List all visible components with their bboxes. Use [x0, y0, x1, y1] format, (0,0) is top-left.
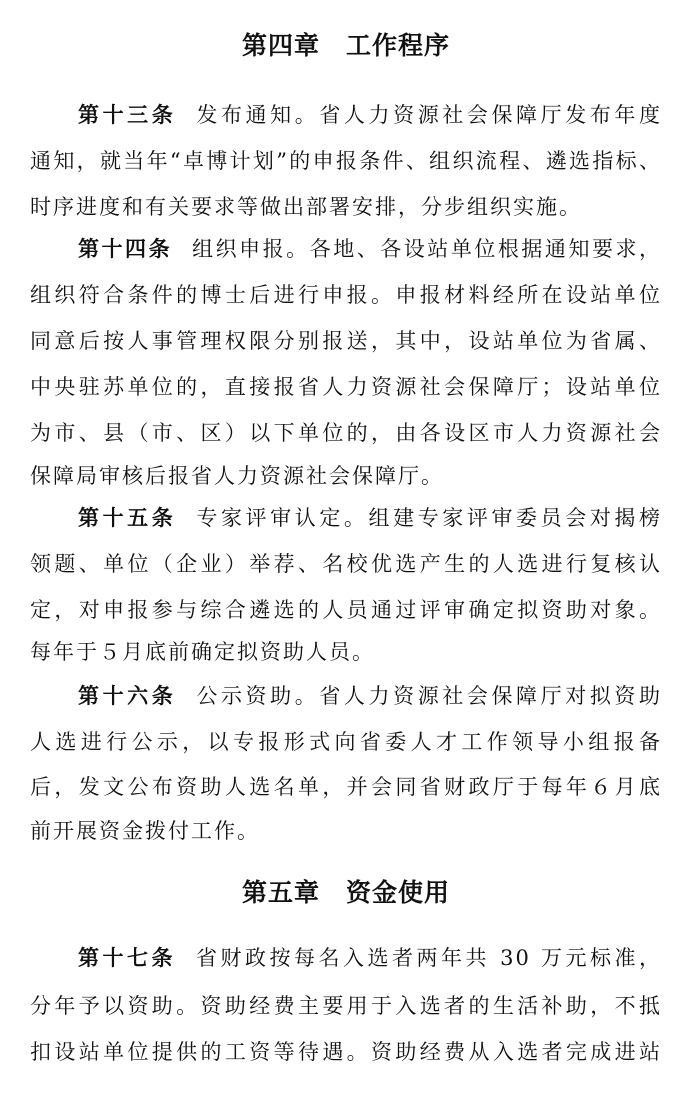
article-16-line-3: 后，发文公布资助人选名单，并会同省财政厅于每年６月底 — [30, 775, 662, 799]
article-17-text: 省财政按每名入选者两年共 30 万元标准， — [196, 946, 663, 970]
article-16-label: 第十六条 — [78, 684, 177, 708]
chapter-4-title: 第四章 工作程序 — [241, 31, 450, 60]
article-15-label: 第十五条 — [78, 506, 177, 530]
article-16-line-2: 人选进行公示，以专报形式向省委人才工作领导小组报备 — [30, 730, 662, 754]
article-13-line-1 — [78, 100, 662, 130]
article-13-label: 第十三条 — [78, 103, 177, 127]
article-16-text: 公示资助。省人力资源社会保障厅对拟资助 — [196, 684, 663, 708]
article-13-text: 发布通知。省人力资源社会保障厅发布年度 — [196, 103, 663, 127]
article-15-line-1 — [78, 503, 662, 533]
article-16-line-4: 前开展资金拨付工作。 — [30, 819, 260, 843]
article-17-label: 第十七条 — [78, 946, 176, 970]
article-14-label: 第十四条 — [78, 237, 173, 261]
article-17-line-1 — [78, 943, 662, 973]
article-15-text: 专家评审认定。组建专家评审委员会对揭榜 — [196, 506, 663, 530]
article-14-line-5: 为市、县（市、区）以下单位的，由各设区市人力资源社会 — [30, 421, 662, 445]
article-17-line-2: 分年予以资助。资助经费主要用于入选者的生活补助，不抵 — [30, 994, 662, 1018]
article-13-line-2: 通知，就当年“卓博计划”的申报条件、组织流程、遴选指标、 — [30, 149, 662, 173]
article-15-line-4: 每年于５月底前确定拟资助人员。 — [30, 640, 375, 664]
chapter-5-title: 第五章 资金使用 — [241, 878, 450, 907]
article-17-line-3: 扣设站单位提供的工资等待遇。资助经费从入选者完成进站 — [30, 1040, 662, 1064]
article-13-line-3: 时序进度和有关要求等做出部署安排，分步组织实施。 — [30, 195, 582, 219]
article-15-line-3: 定，对申报参与综合遴选的人员通过评审确定拟资助对象。 — [30, 598, 662, 622]
article-14-line-1 — [78, 234, 662, 264]
article-14-text: 组织申报。各地、各设站单位根据通知要求， — [192, 237, 663, 261]
article-16-line-1 — [78, 681, 662, 711]
article-15-line-2: 领题、单位（企业）举荐、名校优选产生的人选进行复核认 — [30, 552, 662, 576]
article-14-line-4: 中央驻苏单位的，直接报省人力资源社会保障厅；设站单位 — [30, 375, 662, 399]
article-14-line-2: 组织符合条件的博士后进行申报。申报材料经所在设站单位 — [30, 283, 662, 307]
article-14-line-6: 保障局审核后报省人力资源社会保障厅。 — [30, 464, 444, 488]
article-14-line-3: 同意后按人事管理权限分别报送，其中，设站单位为省属、 — [30, 329, 662, 353]
